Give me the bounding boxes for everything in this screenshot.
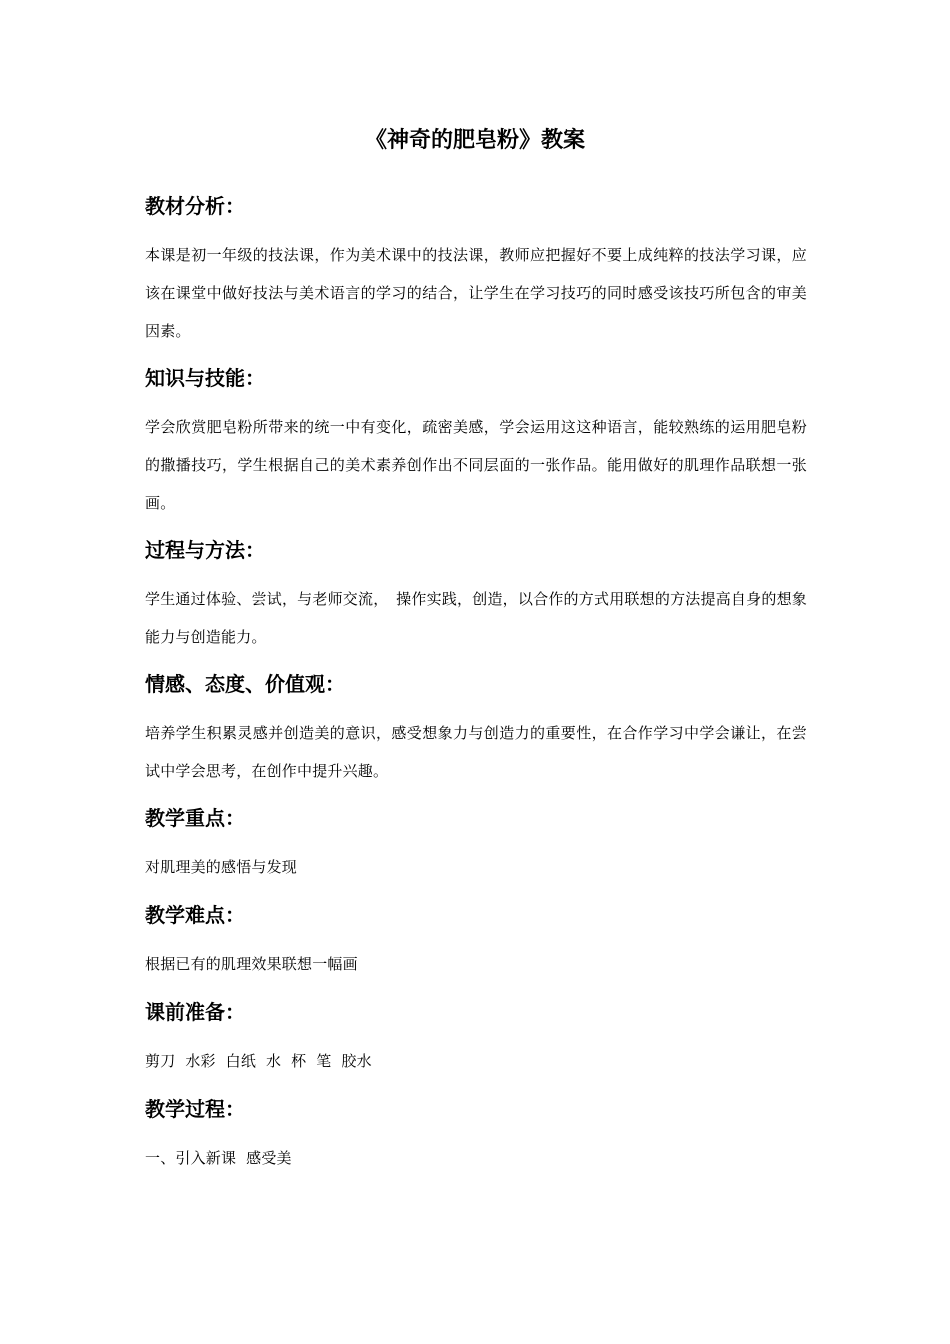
paragraph-teaching-focus: 对肌理美的感悟与发现 bbox=[145, 858, 298, 876]
heading-teaching-focus: 教学重点： bbox=[145, 806, 245, 830]
paragraph-teaching-difficulty: 根据已有的肌理效果联想一幅画 bbox=[145, 955, 358, 973]
paragraph-knowledge-skills: 学会欣赏肥皂粉所带来的统一中有变化，疏密美感，学会运用这这种语言，能较熟练的运用肥皂粉的撒播技巧，学生根据自己的美术素养创作出不同层面的一张作品。能用做好的肌理作品联想一张画。 bbox=[145, 418, 807, 512]
heading-material-analysis: 教材分析： bbox=[145, 194, 245, 218]
heading-teaching-difficulty: 教学难点： bbox=[145, 903, 245, 927]
heading-knowledge-skills: 知识与技能： bbox=[145, 366, 265, 390]
paragraph-emotion-attitude-values: 培养学生积累灵感并创造美的意识，感受想象力与创造力的重要性，在合作学习中学会谦让，在尝试中学会思考，在创作中提升兴趣。 bbox=[145, 724, 807, 780]
heading-process-method: 过程与方法： bbox=[145, 538, 265, 562]
paragraph-material-analysis: 本课是初一年级的技法课，作为美术课中的技法课，教师应把握好不要上成纯粹的技法学习课，应该在课堂中做好技法与美术语言的学习的结合，让学生在学习技巧的同时感受该技巧所包含的审美因素。 bbox=[145, 246, 807, 340]
paragraph-process-method: 学生通过体验、尝试，与老师交流， 操作实践，创造，以合作的方式用联想的方法提高自身的想象能力与创造能力。 bbox=[145, 590, 807, 646]
heading-teaching-process: 教学过程： bbox=[145, 1097, 245, 1121]
document-title: 《神奇的肥皂粉》教案 bbox=[364, 128, 585, 153]
paragraph-preparation: 剪刀 水彩 白纸 水 杯 笔 胶水 bbox=[145, 1052, 372, 1070]
heading-emotion-attitude-values: 情感、态度、价值观： bbox=[145, 672, 345, 696]
heading-preparation: 课前准备： bbox=[145, 1000, 245, 1024]
paragraph-teaching-process: 一、引入新课 感受美 bbox=[145, 1149, 292, 1167]
